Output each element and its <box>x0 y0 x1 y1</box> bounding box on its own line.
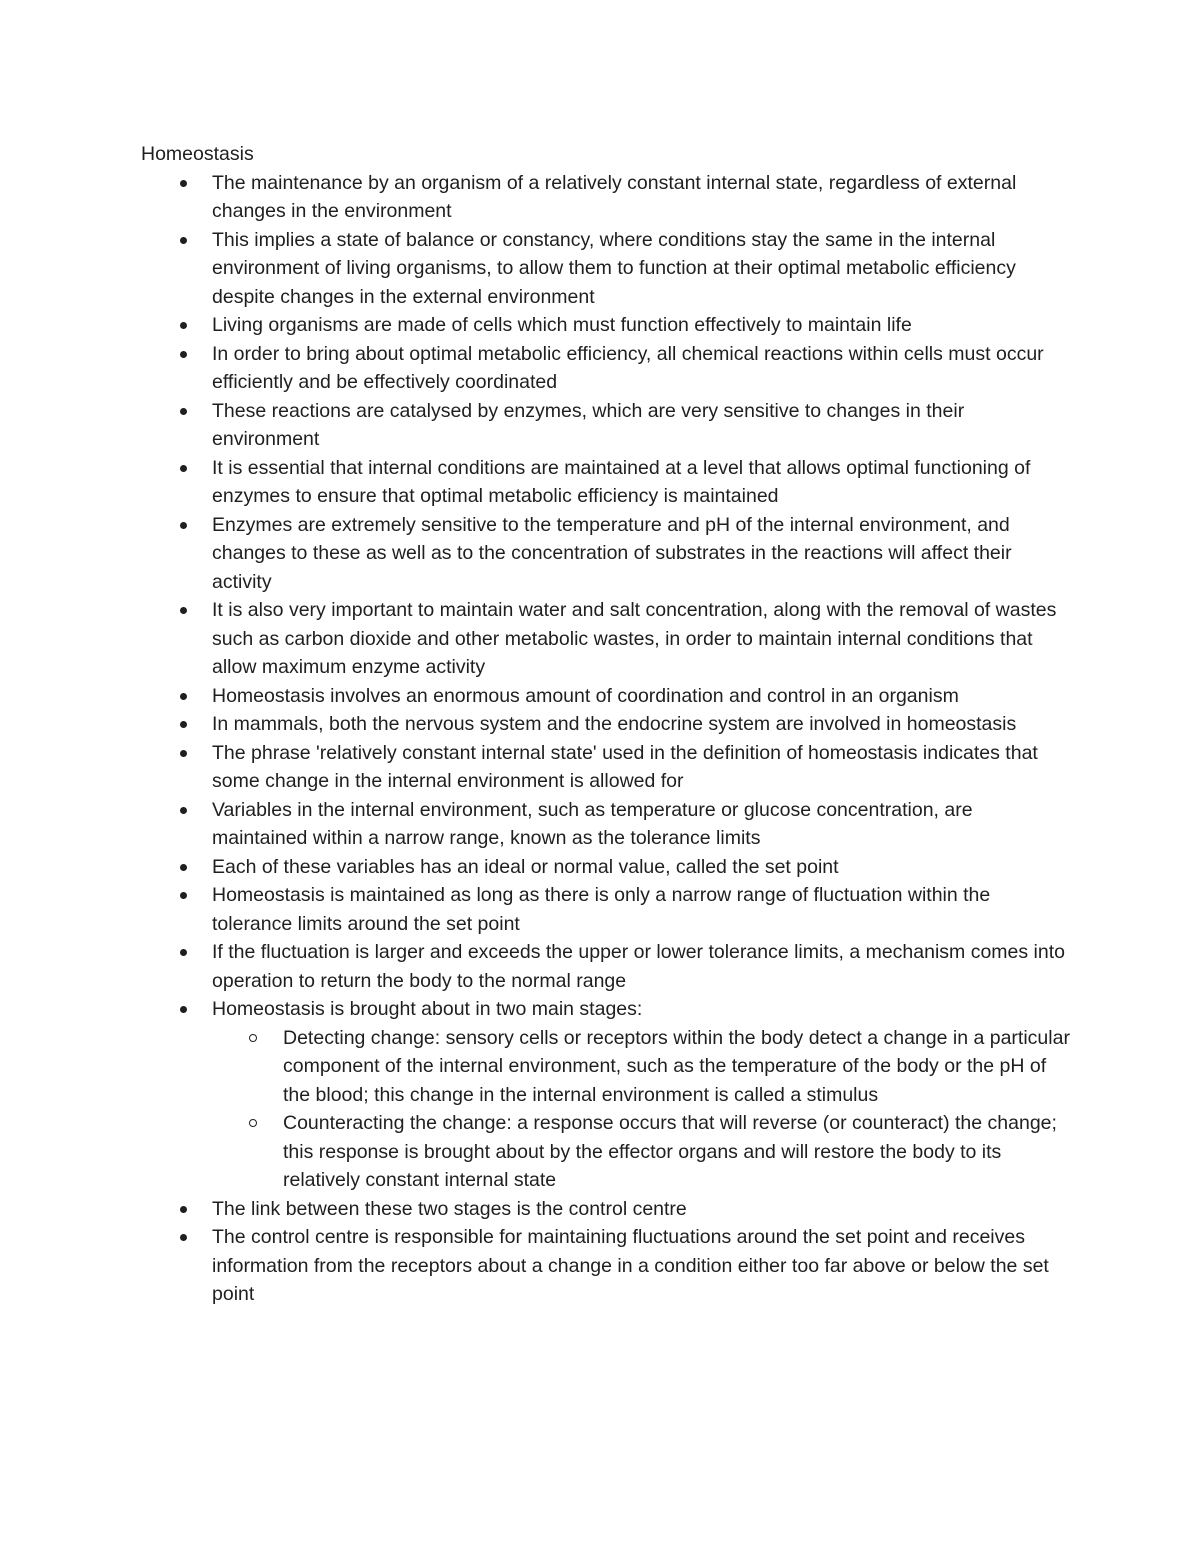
bullet-item: The maintenance by an organism of a relatively constant internal state, regardless of external changes in the environment <box>212 169 1071 226</box>
bullet-item: Variables in the internal environment, such as temperature or glucose concentration, are maintained within a narrow range, known as the tolerance limits <box>212 796 1071 853</box>
bullet-item: In mammals, both the nervous system and the endocrine system are involved in homeostasis <box>212 710 1071 739</box>
bullet-item: In order to bring about optimal metabolic efficiency, all chemical reactions within cells must occur efficiently and be effectively coordinated <box>212 340 1071 397</box>
sub-bullet-list <box>212 1024 1071 1195</box>
bullet-item: It is essential that internal conditions are maintained at a level that allows optimal functioning of enzymes to ensure that optimal metabolic efficiency is maintained <box>212 454 1071 511</box>
bullet-item: Homeostasis is maintained as long as there is only a narrow range of fluctuation within the tolerance limits around the set point <box>212 881 1071 938</box>
document-title: Homeostasis <box>141 143 254 165</box>
bullet-item: Enzymes are extremely sensitive to the temperature and pH of the internal environment, and changes to these as well as to the concentration of substrates in the reactions will affect their activity <box>212 511 1071 597</box>
bullet-item: The control centre is responsible for maintaining fluctuations around the set point and receives information from the receptors about a change in a condition either too far above or below the set point <box>212 1223 1071 1309</box>
document-body <box>141 140 1071 1309</box>
bullet-list <box>141 169 1071 1309</box>
bullet-item: Each of these variables has an ideal or normal value, called the set point <box>212 853 1071 882</box>
bullet-item: The phrase 'relatively constant internal state' used in the definition of homeostasis indicates that some change in the internal environment is allowed for <box>212 739 1071 796</box>
bullet-item: If the fluctuation is larger and exceeds the upper or lower tolerance limits, a mechanism comes into operation to return the body to the normal range <box>212 938 1071 995</box>
bullet-item: These reactions are catalysed by enzymes, which are very sensitive to changes in their environment <box>212 397 1071 454</box>
bullet-item: This implies a state of balance or constancy, where conditions stay the same in the internal environment of living organisms, to allow them to function at their optimal metabolic efficiency despite changes in the external environment <box>212 226 1071 312</box>
sub-bullet-item: Detecting change: sensory cells or receptors within the body detect a change in a particular component of the internal environment, such as the temperature of the body or the pH of the blood; this change in the internal environment is called a stimulus <box>283 1024 1071 1110</box>
bullet-item-with-subitems <box>212 995 1071 1195</box>
bullet-item: Homeostasis involves an enormous amount of coordination and control in an organism <box>212 682 1071 711</box>
bullet-item: The link between these two stages is the control centre <box>212 1195 1071 1224</box>
bullet-item: Living organisms are made of cells which must function effectively to maintain life <box>212 311 1071 340</box>
sub-bullet-item: Counteracting the change: a response occurs that will reverse (or counteract) the change; this response is brought about by the effector organs and will restore the body to its relatively constant internal state <box>283 1109 1071 1195</box>
bullet-item-text: Homeostasis is brought about in two main stages: <box>212 998 643 1020</box>
bullet-item: It is also very important to maintain water and salt concentration, along with the removal of wastes such as carbon dioxide and other metabolic wastes, in order to maintain internal conditions that allow maximum enzyme activity <box>212 596 1071 682</box>
